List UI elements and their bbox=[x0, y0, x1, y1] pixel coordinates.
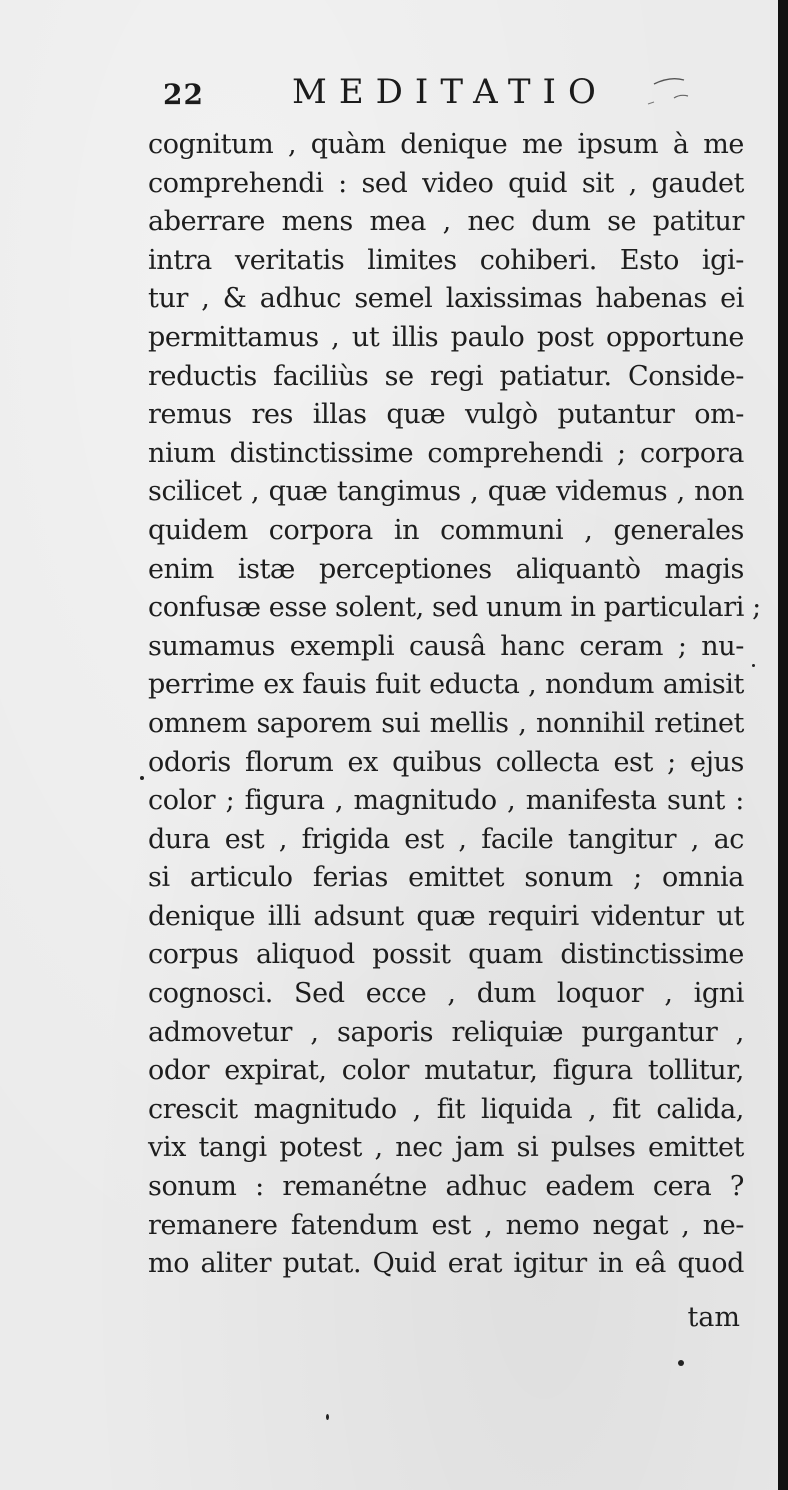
body-text bbox=[148, 126, 761, 1284]
text-line: perrime ex fauis fuit educta , nondum amisit bbox=[148, 669, 744, 701]
text-line: crescit magnitudo , fit liquida , fit calida, bbox=[148, 1093, 744, 1125]
text-line: cognitum , quàm denique me ipsum à me bbox=[148, 129, 744, 160]
text-line: odoris florum ex quibus collecta est ; ejus bbox=[148, 746, 744, 778]
running-title: MEDITATIO bbox=[292, 72, 608, 112]
ink-speck-icon bbox=[140, 776, 144, 780]
text-line: aberrare mens mea , nec dum se patitur bbox=[148, 206, 744, 238]
text-line: dura est , frigida est , facile tangitur , ac bbox=[148, 823, 744, 855]
text-line: tur , & adhuc semel laxissimas habenas ei bbox=[148, 283, 744, 315]
text-line: corpus aliquod possit quam distinctissime bbox=[148, 939, 744, 971]
text-line: remanere fatendum est , nemo negat , ne- bbox=[148, 1209, 744, 1241]
text-line: omnem saporem sui mellis , nonnihil retinet bbox=[148, 707, 744, 739]
text-line: admovetur , saporis reliquiæ purgantur , bbox=[148, 1016, 744, 1048]
text-line: denique illi adsunt quæ requiri videntur ut bbox=[148, 900, 744, 932]
ink-speck-icon bbox=[678, 1360, 684, 1366]
ink-speck-icon bbox=[326, 1414, 329, 1420]
page-header bbox=[155, 72, 715, 120]
ink-mark-icon bbox=[640, 74, 700, 114]
text-line: comprehendi : sed video quid sit , gaudet bbox=[148, 167, 744, 199]
text-line: enim istæ perceptiones aliquantò magis bbox=[148, 553, 744, 585]
text-line: vix tangi potest , nec jam si pulses emittet bbox=[148, 1132, 744, 1164]
text-line: color ; figura , magnitudo , manifesta sunt : bbox=[148, 785, 744, 817]
text-line: si articulo ferias emittet sonum ; omnia bbox=[148, 862, 744, 894]
text-line: sumamus exempli causâ hanc ceram ; nu- bbox=[148, 630, 744, 662]
text-line: odor expirat, color mutatur, figura tollitur, bbox=[148, 1055, 744, 1087]
page-number: 22 bbox=[163, 78, 204, 111]
page-edge-shadow bbox=[778, 0, 788, 1490]
text-line: confusæ esse solent, sed unum in particulari ; bbox=[148, 592, 761, 624]
text-line: sonum : remanétne adhuc eadem cera ? bbox=[148, 1171, 744, 1203]
text-line: scilicet , quæ tangimus , quæ videmus , non bbox=[148, 476, 744, 508]
catchword: tam bbox=[687, 1302, 740, 1333]
text-line: remus res illas quæ vulgò putantur om- bbox=[148, 399, 744, 431]
text-line: mo aliter putat. Quid erat igitur in eâ quod bbox=[148, 1248, 744, 1280]
ink-speck-icon bbox=[752, 664, 755, 667]
text-line: quidem corpora in communi , generales bbox=[148, 514, 744, 546]
text-line: nium distinctissime comprehendi ; corpora bbox=[148, 437, 744, 469]
text-line: permittamus , ut illis paulo post opportune bbox=[148, 321, 744, 353]
text-line: intra veritatis limites cohiberi. Esto igi- bbox=[148, 244, 744, 276]
text-line: reductis faciliùs se regi patiatur. Conside- bbox=[148, 360, 744, 392]
text-line: cognosci. Sed ecce , dum loquor , igni bbox=[148, 978, 744, 1010]
